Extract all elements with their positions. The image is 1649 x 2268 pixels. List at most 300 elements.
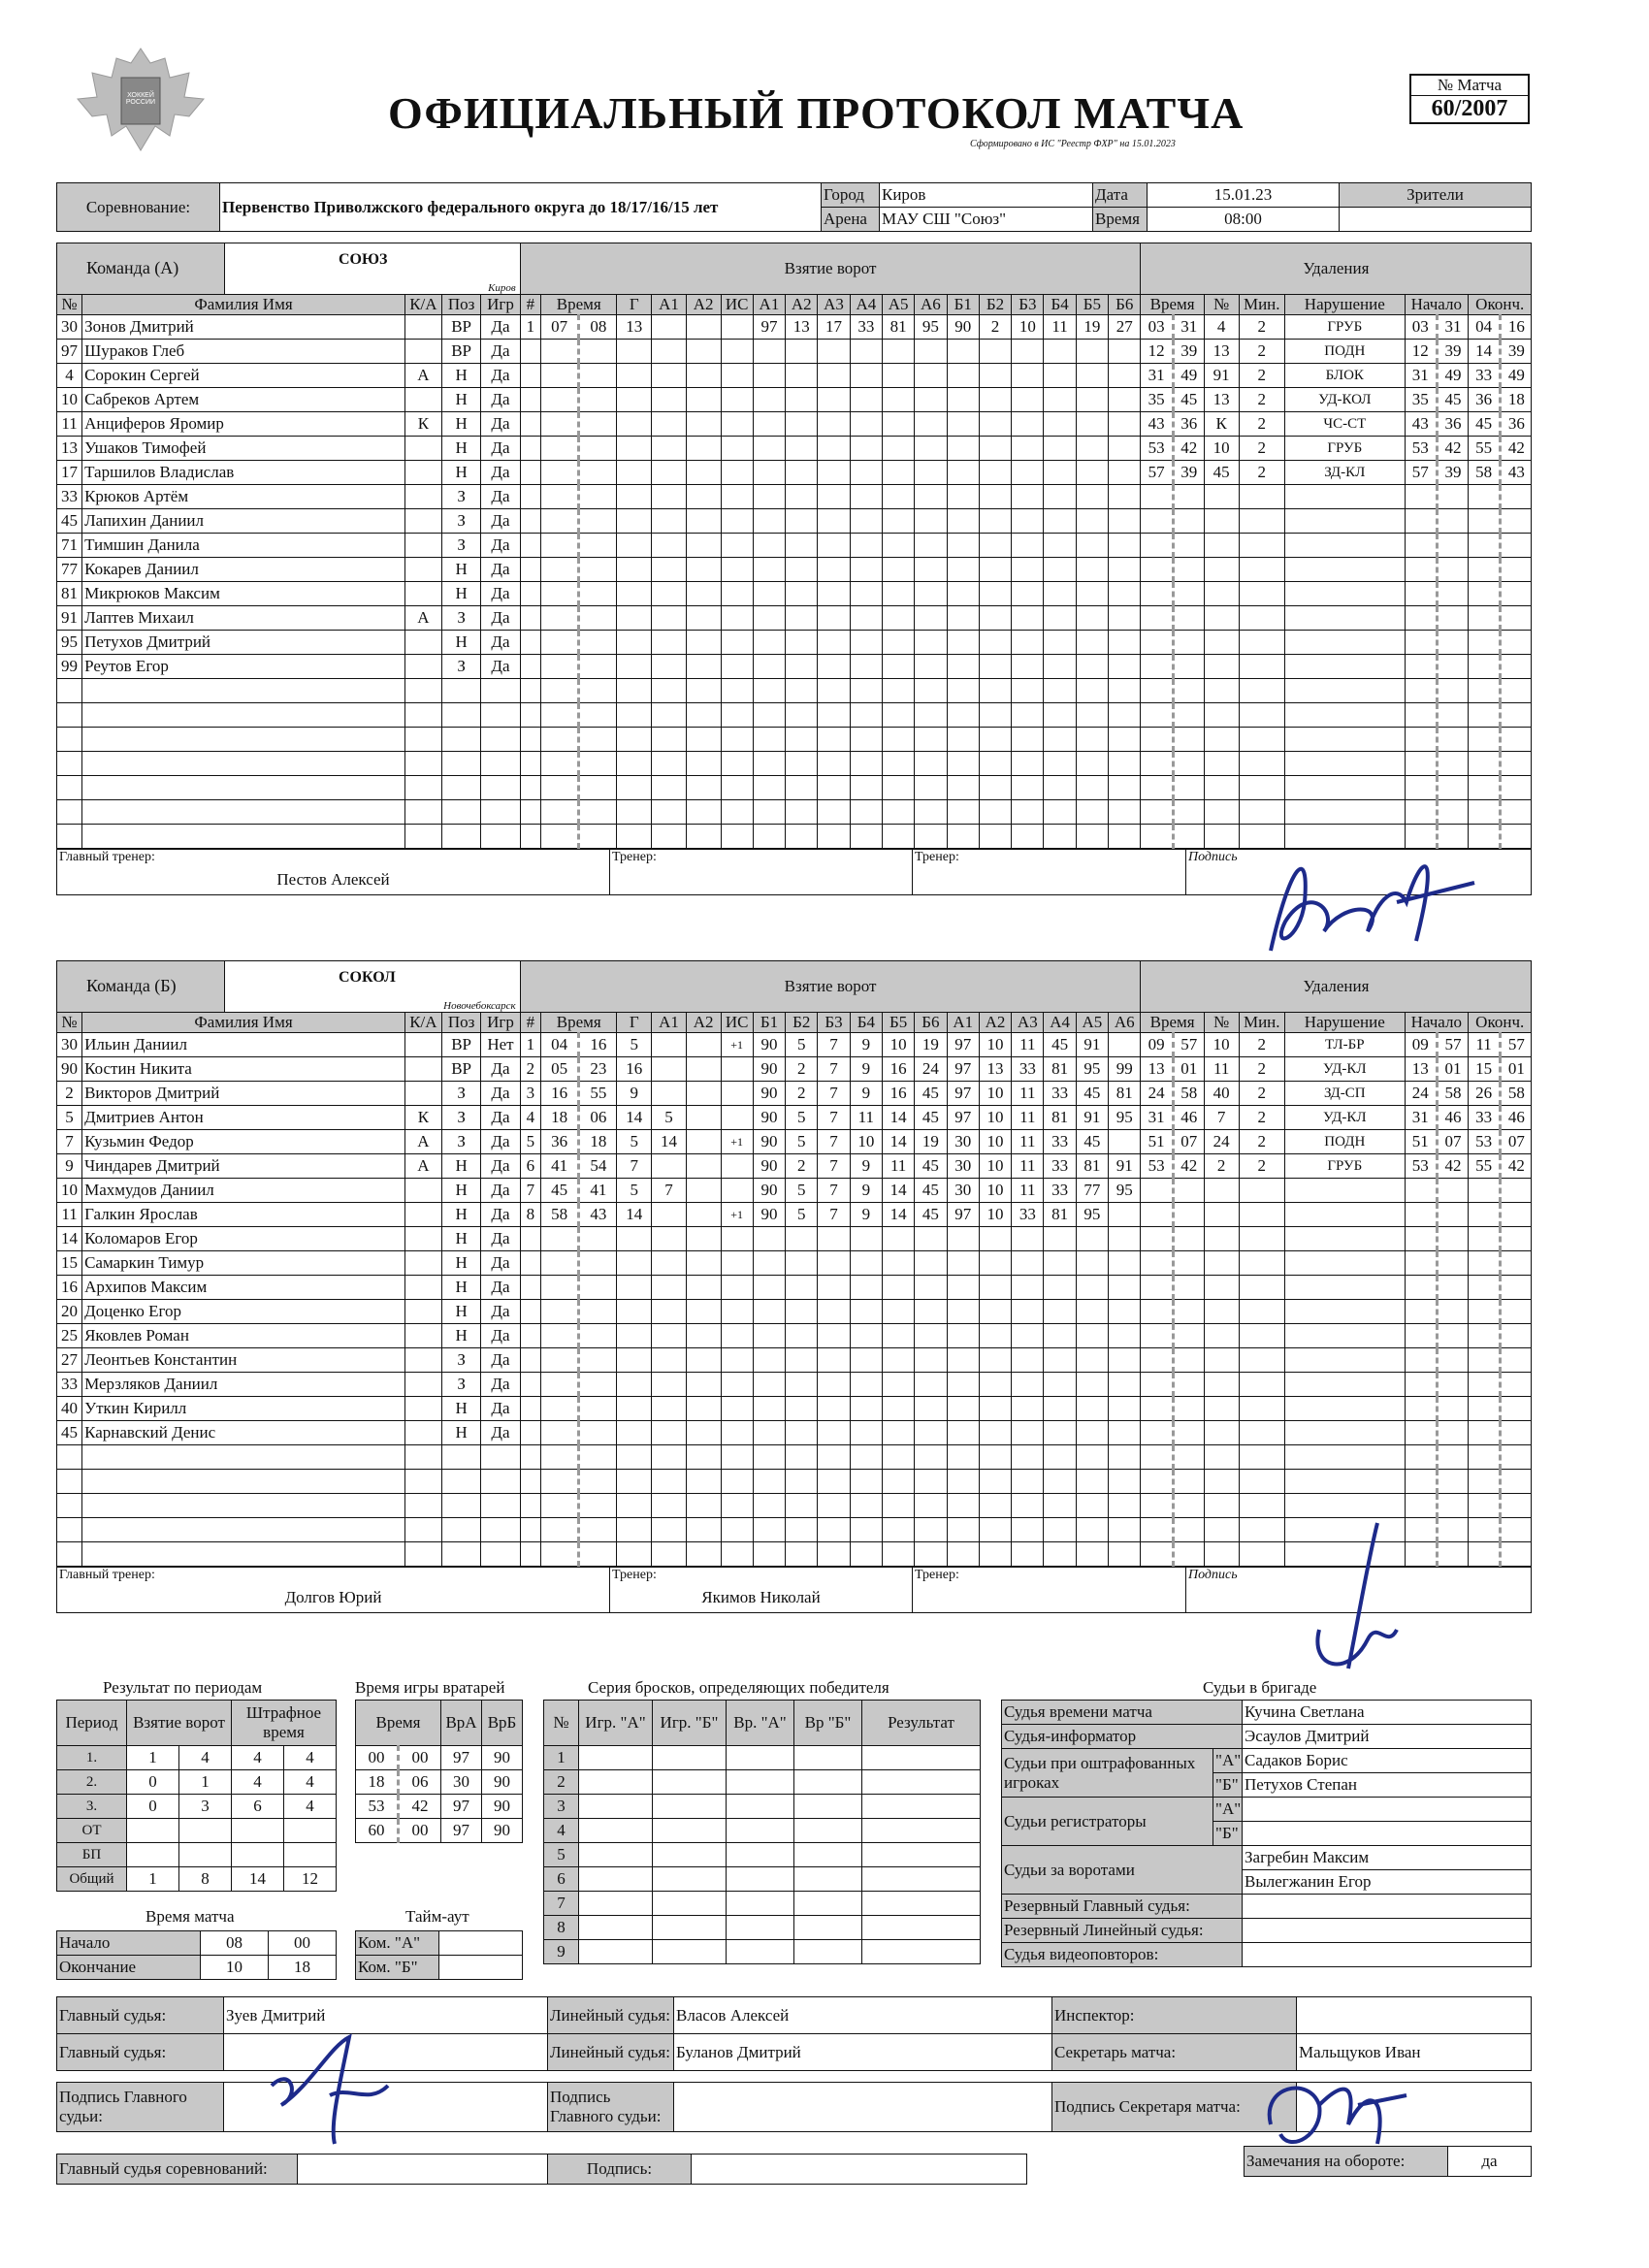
on-ice-opponent (1012, 437, 1044, 461)
column-header: А4 (1044, 1013, 1076, 1033)
player-played: Да (481, 582, 520, 606)
column-header: Б1 (947, 295, 979, 315)
coach-1 (610, 850, 913, 895)
shootout-cell (653, 1770, 727, 1795)
goal-assist-1 (652, 703, 687, 728)
on-ice-opponent (1109, 1300, 1141, 1324)
penalty-minutes (1239, 776, 1285, 800)
goal-assist-1 (652, 388, 687, 412)
on-ice-opponent (979, 388, 1011, 412)
on-ice-opponent: 77 (1076, 1179, 1108, 1203)
penalty-time-min: 13 (1141, 1057, 1173, 1082)
shootout-cell (579, 1867, 653, 1892)
penalty-end-min (1468, 558, 1500, 582)
goal-scorer (617, 1373, 652, 1397)
penalty-end-sec: 36 (1501, 412, 1532, 437)
penalty-minutes (1239, 800, 1285, 825)
on-ice-scoring (915, 582, 947, 606)
penalty-time-min (1141, 1251, 1173, 1276)
on-ice-opponent (1076, 800, 1108, 825)
on-ice-scoring (915, 679, 947, 703)
table-row (57, 1373, 1532, 1397)
on-ice-scoring (818, 485, 850, 509)
goal-time-sec (579, 1227, 617, 1251)
on-ice-opponent (1076, 655, 1108, 679)
on-ice-scoring (786, 534, 818, 558)
on-ice-scoring: 7 (818, 1106, 850, 1130)
penalty-code (1285, 1179, 1406, 1203)
on-ice-scoring (753, 1542, 785, 1567)
penalty-end-sec: 43 (1501, 461, 1532, 485)
penalty-time-min (1141, 703, 1173, 728)
reg-a-name (1243, 1798, 1532, 1822)
goal-number (520, 752, 540, 776)
on-ice-scoring (786, 655, 818, 679)
table-row (57, 1251, 1532, 1276)
on-ice-scoring: 17 (818, 315, 850, 340)
penalty-player: 13 (1204, 388, 1239, 412)
on-ice-scoring (786, 412, 818, 437)
goalie-a-header: ВрА (441, 1701, 482, 1746)
player-role (404, 752, 441, 776)
column-header: Б3 (1012, 295, 1044, 315)
on-ice-scoring (818, 558, 850, 582)
goal-time-min (541, 1445, 579, 1470)
player-played (481, 1445, 520, 1470)
penalties-title: Удаления (1141, 961, 1532, 1013)
on-ice-opponent: 45 (1076, 1082, 1108, 1106)
penalty-code (1285, 1348, 1406, 1373)
on-ice-opponent (979, 679, 1011, 703)
goalie-a: 30 (441, 1770, 482, 1795)
shootout-header: Вр. "А" (727, 1701, 794, 1746)
on-ice-scoring (818, 728, 850, 752)
penalty-start-min (1405, 582, 1437, 606)
shootout-cell (727, 1819, 794, 1843)
shootout-cell (653, 1843, 727, 1867)
player-played: Да (481, 655, 520, 679)
chief-ref-label: Главный судья соревнований: (57, 2155, 298, 2185)
penalty-end-min (1468, 1227, 1500, 1251)
team-city: Новочебоксарск (443, 1000, 516, 1012)
on-ice-opponent (947, 631, 979, 655)
penalty-time-min: 53 (1141, 1154, 1173, 1179)
penalty-player: 40 (1204, 1082, 1239, 1106)
goal-time-sec (579, 1518, 617, 1542)
player-position: Н (441, 1203, 480, 1227)
on-ice-opponent (1076, 752, 1108, 776)
penalty-end-sec (1501, 800, 1532, 825)
shootout-cell (794, 1819, 862, 1843)
player-name: Коломаров Егор (82, 1227, 405, 1251)
on-ice-opponent (1012, 412, 1044, 437)
column-header: Б3 (818, 1013, 850, 1033)
on-ice-scoring: 5 (786, 1033, 818, 1057)
goal-situation (721, 1373, 753, 1397)
match-time-table (56, 1930, 337, 1980)
goal-time-min (541, 1348, 579, 1373)
player-number: 45 (57, 1421, 82, 1445)
penalty-end-min (1468, 1300, 1500, 1324)
head-coach-label: Главный тренер: (59, 850, 155, 864)
player-number: 5 (57, 1106, 82, 1130)
on-ice-scoring (882, 1542, 914, 1567)
goal-situation (721, 776, 753, 800)
goal-time-sec (579, 1421, 617, 1445)
penalty-end-sec (1501, 509, 1532, 534)
on-ice-scoring: 10 (882, 1033, 914, 1057)
on-ice-scoring (882, 412, 914, 437)
on-ice-scoring (915, 1227, 947, 1251)
shootout-cell (579, 1892, 653, 1916)
penalty-start-sec (1437, 800, 1468, 825)
penalty-player: 7 (1204, 1106, 1239, 1130)
penalty-start-min (1405, 703, 1437, 728)
timekeeper-name: Кучина Светлана (1243, 1701, 1532, 1725)
player-position: Н (441, 1324, 480, 1348)
penalty-minutes (1239, 752, 1285, 776)
on-ice-opponent (1109, 1348, 1141, 1373)
goal-assist-2 (686, 1130, 721, 1154)
player-name: Самаркин Тимур (82, 1251, 405, 1276)
goalie-change-min: 60 (356, 1819, 399, 1843)
penalty-time-min (1141, 1470, 1173, 1494)
on-ice-scoring (850, 1324, 882, 1348)
on-ice-scoring: 9 (850, 1154, 882, 1179)
player-name: Костин Никита (82, 1057, 405, 1082)
player-played: Да (481, 1300, 520, 1324)
goal-assist-1: 14 (652, 1130, 687, 1154)
goal-time-min (541, 1227, 579, 1251)
player-position: ВР (441, 315, 480, 340)
player-position (441, 1494, 480, 1518)
on-ice-scoring (882, 461, 914, 485)
on-ice-scoring (850, 800, 882, 825)
goal-assist-2 (686, 1179, 721, 1203)
on-ice-scoring (818, 703, 850, 728)
goals-a: 0 (127, 1770, 179, 1795)
shootout-cell (794, 1746, 862, 1770)
goal-assist-1 (652, 1276, 687, 1300)
goal-time-min (541, 509, 579, 534)
penalty-end-sec: 39 (1501, 340, 1532, 364)
spectators-label: Зрители (1340, 183, 1532, 208)
goal-assist-1 (652, 1373, 687, 1397)
on-ice-opponent (1012, 340, 1044, 364)
on-ice-opponent (979, 631, 1011, 655)
player-role (404, 558, 441, 582)
on-ice-opponent: 11 (1012, 1082, 1044, 1106)
on-ice-opponent (1109, 1227, 1141, 1251)
city-value: Киров (880, 183, 1093, 208)
arena-value: МАУ СШ "Союз" (880, 208, 1093, 232)
player-name (82, 728, 405, 752)
penalty-end-min (1468, 655, 1500, 679)
on-ice-scoring (786, 776, 818, 800)
goal-assist-1 (652, 679, 687, 703)
column-header: Оконч. (1468, 295, 1531, 315)
goal-situation (721, 1494, 753, 1518)
penalty-time-sec (1173, 800, 1204, 825)
penalty-start-sec: 39 (1437, 461, 1468, 485)
player-position: Н (441, 582, 480, 606)
goal-time-min (541, 1251, 579, 1276)
on-ice-opponent (1012, 606, 1044, 631)
on-ice-scoring (915, 776, 947, 800)
penalty-start-sec: 31 (1437, 315, 1468, 340)
player-played: Да (481, 1324, 520, 1348)
goal-situation (721, 485, 753, 509)
penalty-end-min (1468, 1373, 1500, 1397)
on-ice-scoring (753, 631, 785, 655)
player-played: Да (481, 1057, 520, 1082)
player-played: Да (481, 1276, 520, 1300)
goal-assist-2 (686, 388, 721, 412)
goal-scorer (617, 412, 652, 437)
on-ice-scoring: 45 (915, 1179, 947, 1203)
table-row (356, 1770, 523, 1795)
penalty-end-min (1468, 631, 1500, 655)
team-city: Киров (488, 282, 516, 294)
city-label: Город (822, 183, 880, 208)
on-ice-opponent (1012, 1542, 1044, 1567)
penalty-end-sec (1501, 1348, 1532, 1373)
on-ice-scoring (818, 679, 850, 703)
page-title: ОФИЦИАЛЬНЫЙ ПРОТОКОЛ МАТЧА (388, 88, 1245, 138)
penalty-start-min (1405, 752, 1437, 776)
goal-time-sec: 08 (579, 315, 617, 340)
penalty-time-sec: 07 (1173, 1130, 1204, 1154)
on-ice-scoring (882, 340, 914, 364)
goal-situation: +1 (721, 1130, 753, 1154)
player-name: Микрюков Максим (82, 582, 405, 606)
column-header: Б5 (882, 1013, 914, 1033)
on-ice-scoring: 5 (786, 1203, 818, 1227)
penalty-player (1204, 509, 1239, 534)
on-ice-opponent (979, 1300, 1011, 1324)
player-name: Кокарев Даниил (82, 558, 405, 582)
goal-time-min: 16 (541, 1082, 579, 1106)
penalty-code (1285, 776, 1406, 800)
goal-assist-1: 7 (652, 1179, 687, 1203)
player-position: З (441, 655, 480, 679)
on-ice-scoring (850, 606, 882, 631)
table-row (57, 1154, 1532, 1179)
on-ice-scoring (818, 1348, 850, 1373)
goal-scorer (617, 1300, 652, 1324)
on-ice-opponent: 10 (1012, 315, 1044, 340)
goal-situation: +1 (721, 1203, 753, 1227)
penalty-code: ПОДН (1285, 340, 1406, 364)
on-ice-opponent (1076, 558, 1108, 582)
on-ice-opponent: 45 (1044, 1033, 1076, 1057)
goal-assist-1 (652, 412, 687, 437)
team-label: Команда (А) (86, 258, 179, 277)
on-ice-opponent (1109, 703, 1141, 728)
on-ice-scoring (786, 364, 818, 388)
penalty-time-sec (1173, 1276, 1204, 1300)
table-row (544, 1892, 981, 1916)
penalty-start-sec (1437, 703, 1468, 728)
match-number: 60/2007 (1409, 96, 1530, 124)
goal-assist-2 (686, 825, 721, 849)
on-ice-opponent (1044, 582, 1076, 606)
goal-number (520, 1373, 540, 1397)
on-ice-scoring (753, 606, 785, 631)
shootout-number: 7 (544, 1892, 579, 1916)
penalty-start-min (1405, 1227, 1437, 1251)
on-ice-opponent (979, 1421, 1011, 1445)
penalty-minutes: 2 (1239, 364, 1285, 388)
timeout-b-label: Ком. "Б" (356, 1956, 439, 1980)
goal-assist-1 (652, 437, 687, 461)
goal-assist-2 (686, 679, 721, 703)
penalty-start-min (1405, 1300, 1437, 1324)
penalty-start-min: 31 (1405, 1106, 1437, 1130)
player-position (441, 1518, 480, 1542)
reg-b-name (1243, 1822, 1532, 1846)
on-ice-opponent (979, 509, 1011, 534)
on-ice-opponent (1109, 728, 1141, 752)
player-role (404, 1203, 441, 1227)
column-header: Г (617, 295, 652, 315)
penalty-code (1285, 752, 1406, 776)
goal-assist-1 (652, 1397, 687, 1421)
goals-a (127, 1843, 179, 1867)
goal-time-sec (579, 1542, 617, 1567)
on-ice-scoring (786, 1445, 818, 1470)
goal-assist-2 (686, 1324, 721, 1348)
on-ice-opponent (1076, 1542, 1108, 1567)
on-ice-scoring (915, 1421, 947, 1445)
on-ice-opponent (1012, 558, 1044, 582)
goal-situation (721, 1348, 753, 1373)
goal-situation (721, 606, 753, 631)
shootout-cell (862, 1819, 981, 1843)
goal-assist-2 (686, 1227, 721, 1251)
on-ice-scoring (753, 1227, 785, 1251)
goal-time-sec (579, 509, 617, 534)
goal-time-min (541, 1542, 579, 1567)
column-header: А2 (686, 295, 721, 315)
on-ice-opponent (1044, 388, 1076, 412)
goal-number (520, 606, 540, 631)
linesman-2-name: Буланов Дмитрий (674, 2034, 1052, 2071)
goal-situation (721, 1445, 753, 1470)
column-header: Б4 (850, 1013, 882, 1033)
on-ice-opponent (1044, 655, 1076, 679)
on-ice-scoring (818, 1421, 850, 1445)
on-ice-scoring (882, 437, 914, 461)
on-ice-scoring (850, 340, 882, 364)
penalty-start-min: 57 (1405, 461, 1437, 485)
on-ice-opponent (947, 1470, 979, 1494)
penalty-time-min (1141, 534, 1173, 558)
on-ice-opponent (1012, 1373, 1044, 1397)
on-ice-opponent (947, 1494, 979, 1518)
goal-situation (721, 655, 753, 679)
penalty-time-min (1141, 485, 1173, 509)
on-ice-opponent: 91 (1109, 1154, 1141, 1179)
table-row (57, 1203, 1532, 1227)
table-row (57, 1276, 1532, 1300)
penalty-time-sec (1173, 1518, 1204, 1542)
table-row (57, 631, 1532, 655)
penalty-time-min (1141, 752, 1173, 776)
goal-assist-1 (652, 534, 687, 558)
table-row (57, 1470, 1532, 1494)
table-row (544, 1843, 981, 1867)
penalty-start-min (1405, 1397, 1437, 1421)
table-row (57, 1130, 1532, 1154)
on-ice-opponent (947, 437, 979, 461)
on-ice-scoring (882, 606, 914, 631)
on-ice-scoring (882, 558, 914, 582)
on-ice-scoring (850, 655, 882, 679)
on-ice-scoring (753, 655, 785, 679)
table-row (57, 1324, 1532, 1348)
goal-time-sec (579, 1470, 617, 1494)
goal-time-sec: 55 (579, 1082, 617, 1106)
goal-number: 8 (520, 1203, 540, 1227)
table-row (57, 364, 1532, 388)
on-ice-scoring (882, 1348, 914, 1373)
player-number: 15 (57, 1251, 82, 1276)
penalty-start-sec: 07 (1437, 1130, 1468, 1154)
penalty-start-sec: 46 (1437, 1106, 1468, 1130)
goal-number (520, 1421, 540, 1445)
player-role (404, 1276, 441, 1300)
on-ice-scoring: 7 (818, 1033, 850, 1057)
on-ice-scoring: 90 (753, 1130, 785, 1154)
penalty-a-name: Садаков Борис (1243, 1749, 1532, 1773)
on-ice-opponent: 81 (1109, 1082, 1141, 1106)
on-ice-scoring (850, 461, 882, 485)
penalty-player (1204, 485, 1239, 509)
chief-ref-field (298, 2155, 548, 2185)
player-played: Да (481, 1348, 520, 1373)
on-ice-scoring (882, 1251, 914, 1276)
penalty-end-min (1468, 1445, 1500, 1470)
on-ice-scoring: 9 (850, 1033, 882, 1057)
table-row (57, 1300, 1532, 1324)
on-ice-scoring (882, 1300, 914, 1324)
player-name: Махмудов Даниил (82, 1179, 405, 1203)
on-ice-scoring: 5 (786, 1179, 818, 1203)
player-played: Да (481, 1203, 520, 1227)
goal-assist-2 (686, 1082, 721, 1106)
competition-name: Первенство Приволжского федерального округа до 18/17/16/15 лет (220, 183, 822, 232)
table-row (356, 1819, 523, 1843)
on-ice-scoring (818, 364, 850, 388)
match-start-m: 00 (269, 1931, 337, 1956)
player-number: 27 (57, 1348, 82, 1373)
goals-b: 8 (179, 1867, 232, 1892)
on-ice-scoring: 11 (882, 1154, 914, 1179)
goal-scorer (617, 1470, 652, 1494)
on-ice-opponent: 30 (947, 1130, 979, 1154)
goal-number (520, 800, 540, 825)
player-name: Архипов Максим (82, 1276, 405, 1300)
on-ice-opponent: 45 (1076, 1130, 1108, 1154)
match-end-label: Окончание (57, 1956, 201, 1980)
column-header: Б6 (915, 1013, 947, 1033)
inspector-name (1297, 1997, 1532, 2034)
on-ice-scoring (915, 1348, 947, 1373)
penalty-minutes: 2 (1239, 412, 1285, 437)
penalty-start-sec: 39 (1437, 340, 1468, 364)
on-ice-scoring (850, 509, 882, 534)
